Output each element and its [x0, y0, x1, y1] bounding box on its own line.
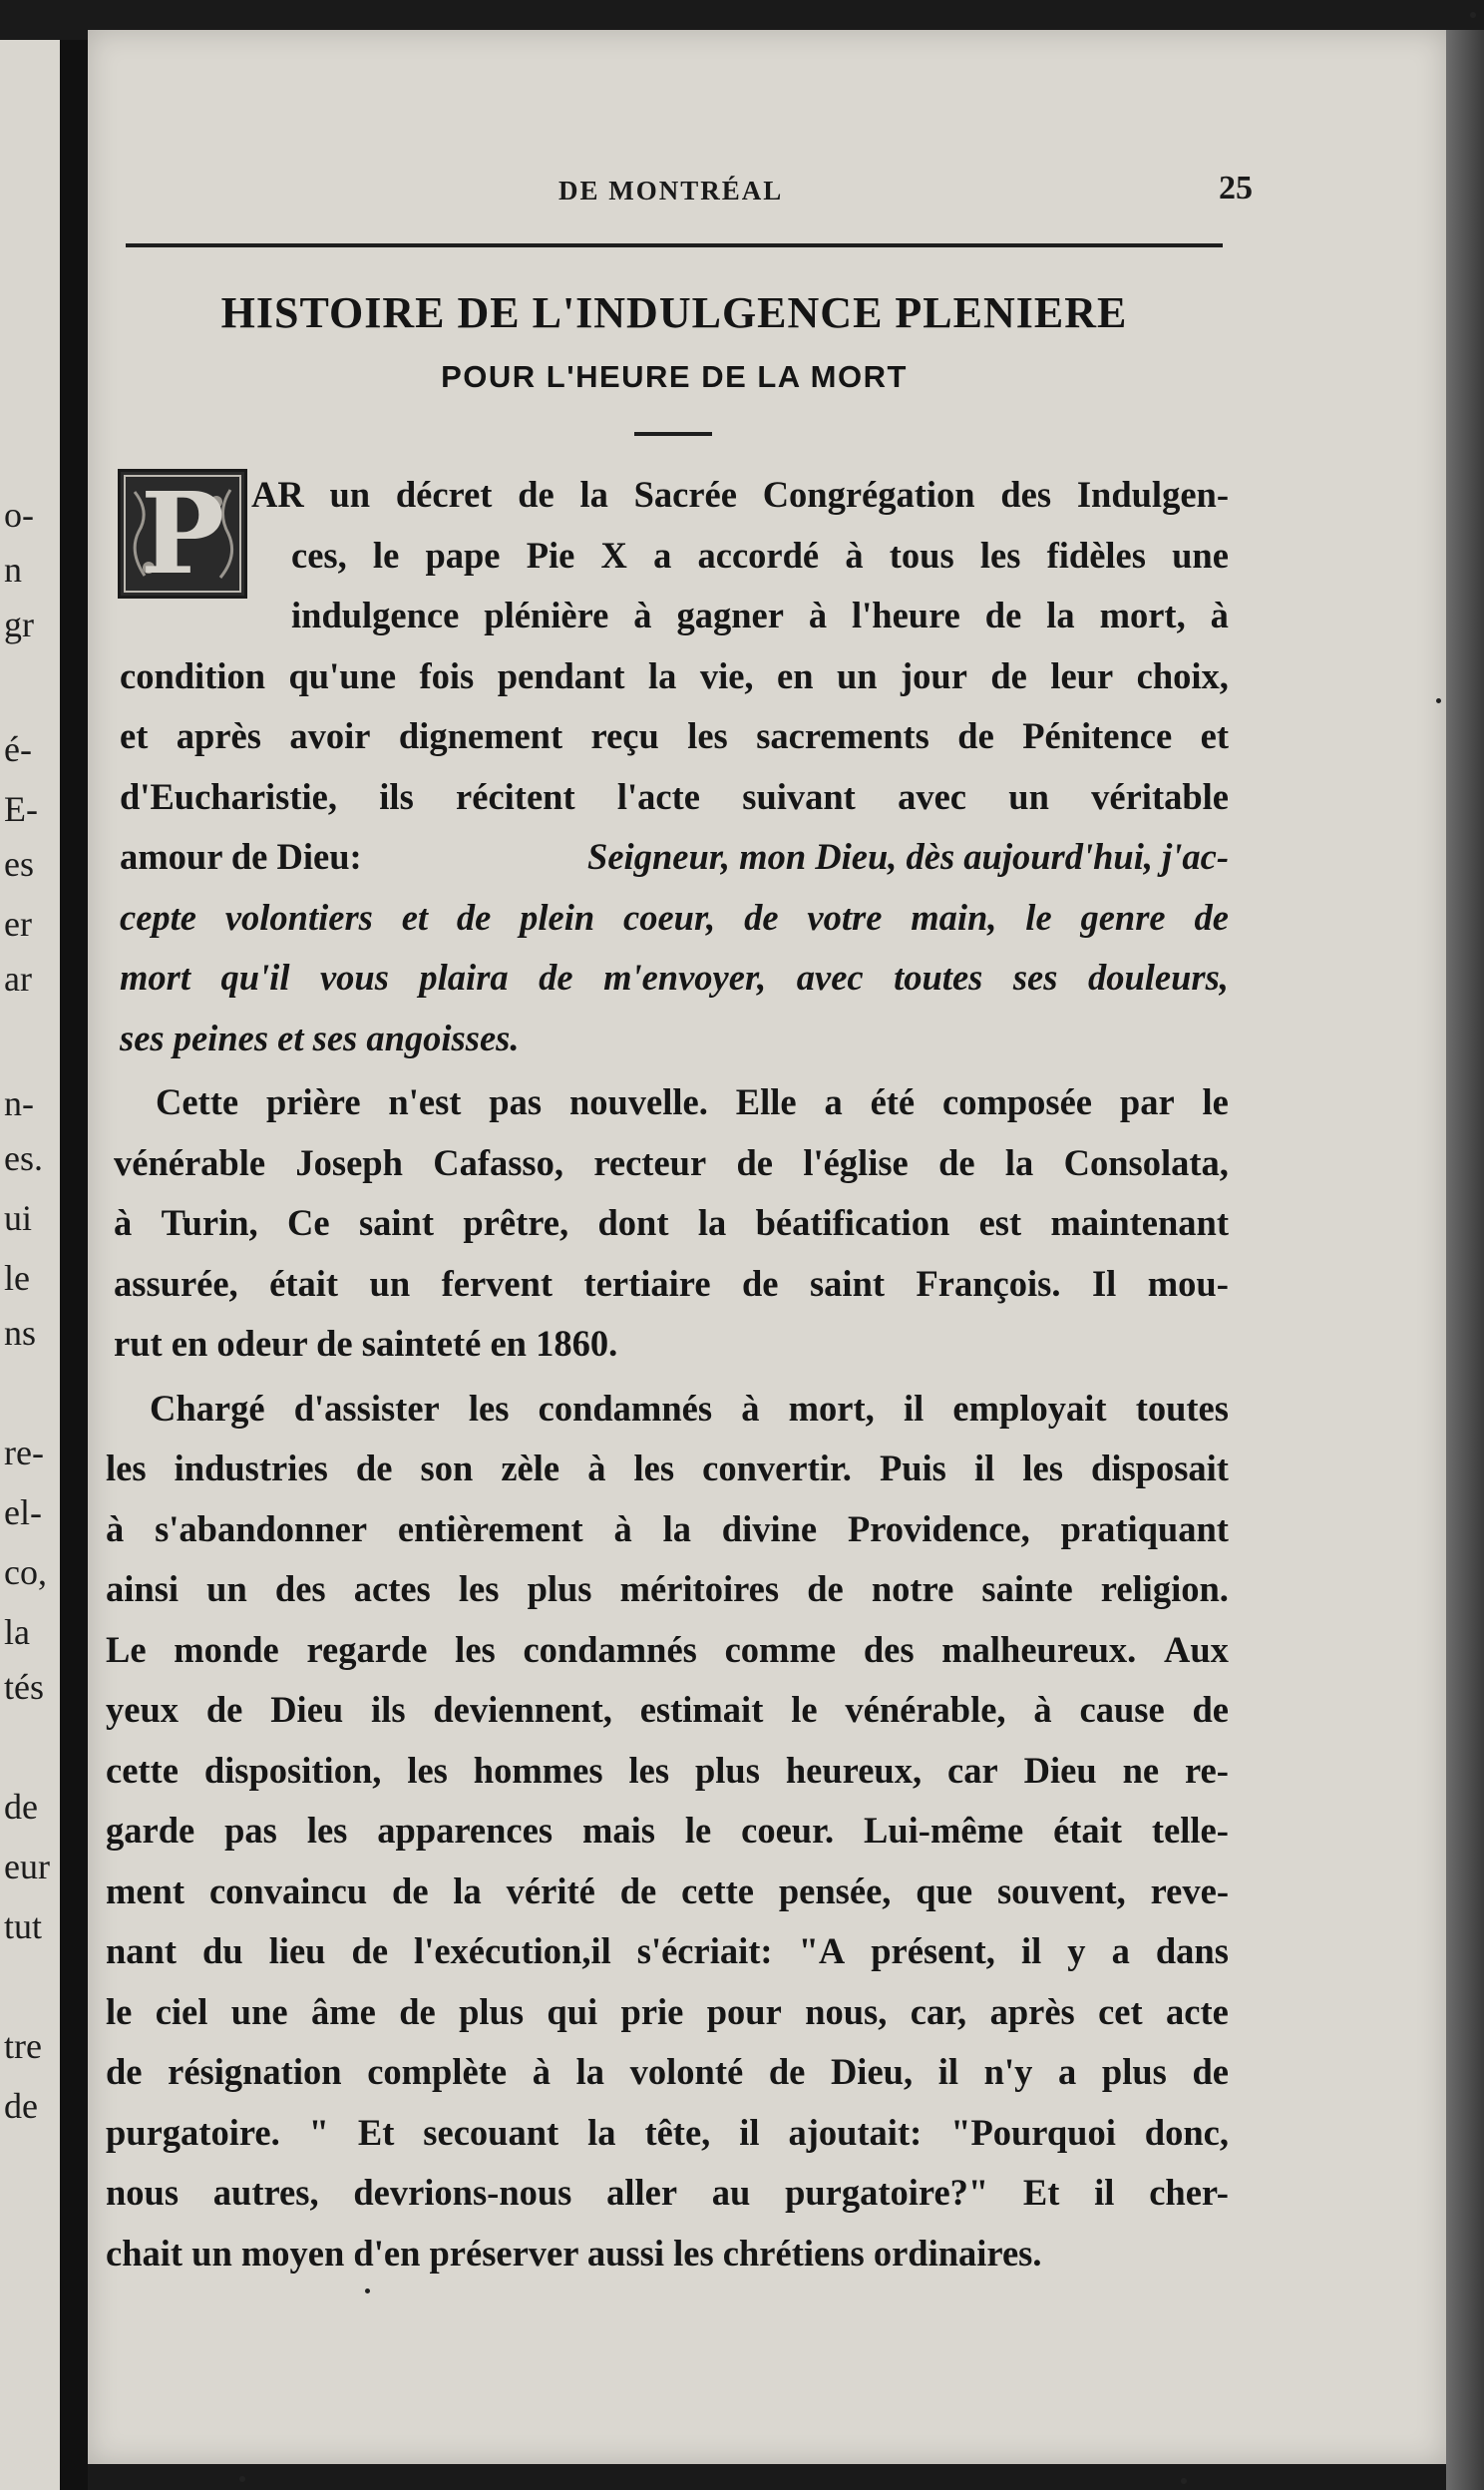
- book-gutter: [60, 40, 88, 2490]
- paragraph-3-line: yeux de Dieu ils deviennent, estimait le vénérable, à cause de: [106, 1689, 1229, 1730]
- paragraph-1-line: condition qu'une fois pendant la vie, en un jour de leur choix,: [120, 654, 1229, 696]
- left-page-fragment: E-: [4, 789, 38, 829]
- scan-speck: [239, 2476, 245, 2482]
- left-page-fragment: n: [4, 550, 22, 590]
- paragraph-1-line: AR un décret de la Sacrée Congrégation des Indulgen-: [251, 474, 1229, 515]
- scan-speck: [1470, 12, 1476, 18]
- page-number: 25: [1219, 170, 1253, 207]
- scan-speck: [365, 2288, 370, 2293]
- left-page-fragment: le: [4, 1258, 30, 1298]
- left-page-text-fragments: [0, 0, 62, 2490]
- paragraph-1-line: d'Eucharistie, ils récitent l'acte suivant avec un véritable: [120, 775, 1229, 817]
- paragraph-2-line: Cette prière n'est pas nouvelle. Elle a été composée par le: [156, 1081, 1229, 1122]
- left-page-fragment: ui: [4, 1198, 33, 1238]
- left-page-fragment: es: [4, 844, 34, 884]
- left-page-fragment: la: [4, 1612, 30, 1652]
- paragraph-3-line: nant du lieu de l'exécution,il s'écriait: "A présent, il y a dans: [106, 1930, 1229, 1971]
- ornamental-drop-cap: [118, 469, 247, 599]
- page-edge-shadow: [1446, 30, 1484, 2490]
- prayer-line: cepte volontiers et de plein coeur, de votre main, le genre de: [120, 896, 1229, 938]
- paragraph-2-line: à Turin, Ce saint prêtre, dont la béatification est maintenant: [114, 1202, 1229, 1243]
- article-subtitle: POUR L'HEURE DE LA MORT: [441, 359, 908, 394]
- paragraph-3-line: de résignation complète à la volonté de Dieu, il n'y a plus de: [106, 2051, 1229, 2092]
- left-page-fragment: de: [4, 2086, 38, 2126]
- left-page-fragment: ar: [4, 959, 32, 999]
- article-title: HISTOIRE DE L'INDULGENCE PLENIERE: [220, 288, 1128, 337]
- left-page-fragment: er: [4, 904, 32, 944]
- left-page-fragment: ns: [4, 1313, 37, 1353]
- header-rule: [126, 243, 1223, 247]
- drop-cap-letter: P: [140, 469, 225, 599]
- paragraph-3-line: nous autres, devrions-nous aller au purgatoire?" Et il cher-: [106, 2172, 1229, 2213]
- left-page-fragment: o-: [4, 495, 34, 535]
- paragraph-3-line: à s'abandonner entièrement à la divine Providence, pratiquant: [106, 1507, 1229, 1549]
- left-page-fragment: tut: [4, 1906, 43, 1946]
- prayer-line: ses peines et ses angoisses.: [120, 1017, 520, 1058]
- left-page-fragment: es.: [4, 1138, 43, 1178]
- paragraph-1-roman-text: amour de Dieu:: [120, 836, 362, 877]
- scan-speck: [1436, 698, 1441, 703]
- title-divider: [634, 432, 712, 436]
- page: [88, 30, 1446, 2464]
- paragraph-3-line: ainsi un des actes les plus méritoires de notre sainte religion.: [106, 1568, 1229, 1609]
- prayer-line: mort qu'il vous plaira de m'envoyer, avec toutes ses douleurs,: [120, 957, 1229, 998]
- scan-speck: [1181, 2478, 1187, 2484]
- left-page-fragment: eur: [4, 1847, 50, 1886]
- paragraph-3-line: Le monde regarde les condamnés comme des malheureux. Aux: [106, 1628, 1229, 1670]
- left-page-fragment: tés: [4, 1667, 44, 1707]
- paragraph-3-line: cette disposition, les hommes les plus heureux, car Dieu ne re-: [106, 1749, 1229, 1791]
- paragraph-1-line: ces, le pape Pie X a accordé à tous les fidèles une: [291, 534, 1229, 576]
- left-page-fragment: n-: [4, 1083, 34, 1123]
- paragraph-1-line: [120, 835, 1229, 878]
- paragraph-3-line: le ciel une âme de plus qui prie pour nous, car, après cet acte: [106, 1990, 1229, 2032]
- paragraph-1-line: indulgence plénière à gagner à l'heure de la mort, à: [291, 595, 1229, 635]
- left-page-fragment: de: [4, 1787, 38, 1827]
- left-page-fragment: é-: [4, 729, 32, 769]
- left-page-fragment: gr: [4, 605, 34, 644]
- left-page-fragment: re-: [4, 1433, 44, 1472]
- paragraph-2-line: assurée, était un fervent tertiaire de saint François. Il mou-: [114, 1262, 1229, 1304]
- paragraph-3-line: purgatoire. " Et secouant la tête, il ajoutait: "Pourquoi donc,: [106, 2111, 1229, 2153]
- paragraph-3-line: ment convaincu de la vérité de cette pensée, que souvent, reve-: [106, 1869, 1229, 1911]
- left-page-fragment: el-: [4, 1492, 42, 1532]
- paragraph-3-line: Chargé d'assister les condamnés à mort, il employait toutes: [150, 1387, 1229, 1429]
- paragraph-3-line: garde pas les apparences mais le coeur. Lui-même était telle-: [106, 1810, 1229, 1851]
- left-page-fragment: tre: [4, 2026, 42, 2066]
- prayer-italic-text: Seigneur, mon Dieu, dès aujourd'hui, j'ac-: [587, 836, 1229, 877]
- paragraph-3-line: les industries de son zèle à les convertir. Puis il les disposait: [106, 1448, 1229, 1488]
- paragraph-1-line: et après avoir dignement reçu les sacrements de Pénitence et: [120, 715, 1229, 756]
- left-page-fragment: co,: [4, 1552, 47, 1592]
- paragraph-2-line: vénérable Joseph Cafasso, recteur de l'église de la Consolata,: [114, 1141, 1229, 1183]
- paragraph-2-line: rut en odeur de sainteté en 1860.: [114, 1323, 618, 1364]
- running-head: DE MONTRÉAL: [558, 176, 784, 206]
- paragraph-3-line: chait un moyen d'en préserver aussi les chrétiens ordinaires.: [106, 2232, 1042, 2274]
